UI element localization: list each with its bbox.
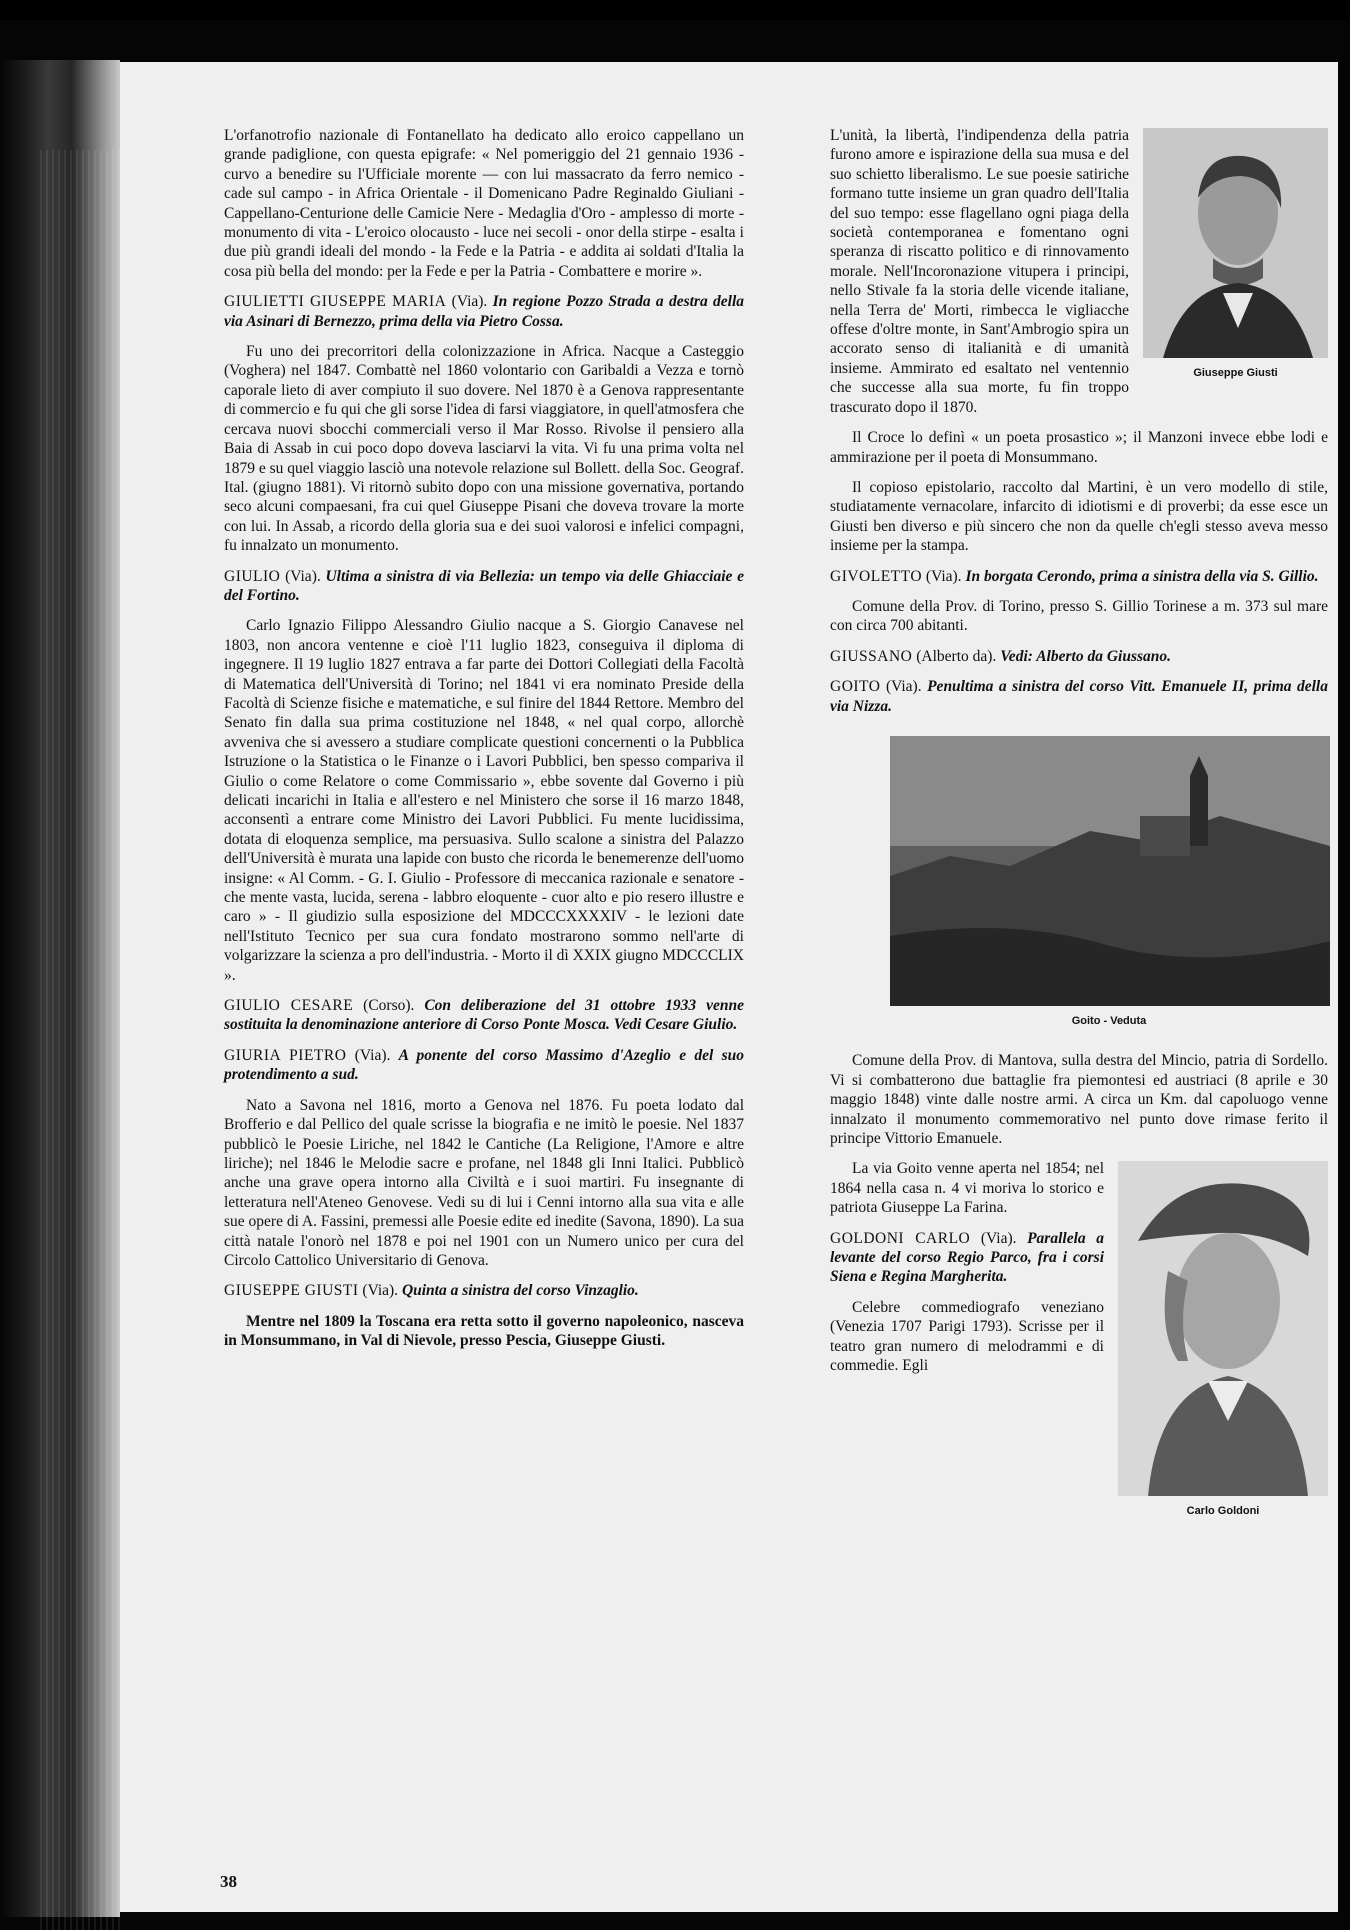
paragraph: Mentre nel 1809 la Toscana era retta sotto il governo napoleonico, nasceva in Monsummano, in Val di Nievole, presso Pescia, Giuseppe Giusti. [224, 1312, 744, 1350]
portrait-giusti-image [1143, 128, 1328, 358]
entry-givoletto [830, 567, 1328, 586]
book-spine-edge [0, 60, 120, 1917]
entry-giusti [224, 1281, 744, 1300]
entry-location: Con deliberazione del 31 ottobre 1933 venne sostituita la denominazione anteriore di Corso Ponte Mosca. Vedi Cesare Giulio. [224, 997, 744, 1034]
paragraph: Carlo Ignazio Filippo Alessandro Giulio nacque a S. Giorgio Canavese nel 1803, non ancora ventenne e cioè l'11 luglio 1823, conseguiva il diploma di ingegnere. Il 19 luglio 1827 entrava a far parte dei Dottori Collegiati della Facoltà di Matematica dell'Università di Torino; nel 1841 vi era nominato Preside della Facoltà di Scienze fisiche e matematiche, e sul finire del 1844 Rettore. Membro del Senato fin dalla sua prima costituzione nel 1848, « nel qual corpo, allorchè avveniva che si avessero a studiare complicate questioni concernenti o la Pubblica Istruzione o la Statistica o le Finanze o i Lavori Pubblici, ben spesso compariva il Giulio o come Relatore o come Commissario », ebbe sovente dal Governo i più delicati incarichi in Italia e all'estero e nel Ministero che sorse il 16 marzo 1848, acconsentì a entrare come Ministro dei Lavori Pubblici. Fu mente lucidissima, dotata di eloquenza semplice, ma persuasiva. Sullo scalone a sinistra del Palazzo dell'Università è murata una lapide con busto che ricorda le benemerenze dell'uomo insigne: « Al Comm. - G. I. Giulio - Professore di meccanica razionale e senatore - che mente vasta, lucida, serena - labbro eloquente - cuor alto e pio resero illustre e caro » - Il giudizio sulla esposizione del MDCCCXXXXIV - le lezioni date nell'Istituto Tecnico per sua cura fondato mostrarono sommo nell'arte di volgarizzare la scienza a pro dell'industria. - Morto il dì XXIX giugno MDCCCLIX ». [224, 617, 744, 984]
entry-heading: GIUSEPPE GIUSTI [224, 1282, 359, 1300]
entry-heading: GIUSSANO [830, 647, 913, 665]
paragraph: Il copioso epistolario, raccolto dal Martini, è un vero modello di stile, studiatamente vernacolare, infarcito di idiotismi e di proverbi; da esse esce un Giusti ben diverso e più sincero che non da quelle ch'egli stesso aveva messo insieme per la stampa. [830, 478, 1328, 555]
entry-location: In borgata Cerondo, prima a sinistra della via S. Gillio. [965, 567, 1319, 585]
entry-type: (Via). [358, 1282, 402, 1300]
entry-goito [830, 677, 1328, 716]
paragraph: Il Croce lo definì « un poeta prosastico »; il Manzoni invece ebbe lodi e ammirazione per il poeta di Monsummano. [830, 429, 1328, 466]
entry-type: (Via). [922, 567, 966, 585]
book-page [120, 62, 1338, 1912]
photo-goito-view [890, 736, 1330, 1006]
page-number: 38 [220, 1872, 237, 1891]
entry-location: Parallela a levante del corso Regio Parco, fra i corsi Siena e Regina Margherita. [830, 1229, 1104, 1286]
entry-heading: GOLDONI CARLO [830, 1229, 971, 1247]
caption-goito: Goito - Veduta [1071, 1014, 1147, 1027]
entry-heading: GIURIA PIETRO [224, 1046, 347, 1064]
entry-type: (Via). [346, 1046, 399, 1064]
entry-location: A ponente del corso Massimo d'Azeglio e del suo protendimento a sud. [224, 1046, 745, 1084]
figure-goito [890, 736, 1328, 1031]
entry-heading: GOITO [830, 678, 881, 696]
entry-type: (Via). [880, 678, 928, 696]
entry-location: Penultima a sinistra del corso Vitt. Emanuele II, prima della via Nizza. [830, 678, 1328, 715]
entry-type: (Via). [280, 567, 326, 585]
entry-giulietti [224, 292, 744, 331]
entry-heading: GIULIETTI GIUSEPPE MARIA [224, 293, 447, 311]
caption-goldoni: Carlo Goldoni [1186, 1505, 1260, 1518]
portrait-goldoni-image [1118, 1161, 1328, 1496]
entry-giulio-cesare [224, 996, 744, 1035]
page-edges [40, 150, 120, 1930]
scan-top-border [0, 0, 1350, 20]
entry-type: (Via). [446, 293, 493, 311]
paragraph: Comune della Prov. di Mantova, sulla destra del Mincio, patria di Sordello. Vi si combatterono due battaglie fra piemontesi ed austriaci (8 aprile e 30 maggio 1848) vinte dalle nostre armi. A circa un Km. dal capoluogo venne innalzato il monumento commemorativo nel punto dove rimase ferito il principe Vittorio Emanuele. [830, 1052, 1328, 1147]
paragraph: Comune della Prov. di Torino, presso S. Gillio Torinese a m. 373 sul mare con circa 700 abitanti. [830, 597, 1328, 635]
paragraph: Fu uno dei precorritori della colonizzazione in Africa. Nacque a Casteggio (Voghera) nel 1847. Combattè nel 1860 volontario con Garibaldi a Vezza e tornò caporale lieto di aver compiuto il suo dovere. Nel 1870 è a Genova rappresentante di commercio e fu qui che gli sorse l'idea di farsi viaggiatore, in quell'atmosfera che cercava nuovi sbocchi commerciali verso il Mar Rosso. Rivolse il pensiero alla Baia di Assab in cui poco dopo doveva lasciarvi la vita. Vi fu una prima volta nel 1879 e su quel viaggio lasciò una notevole relazione sul Bollett. della Soc. Geograf. Ital. (giugno 1881). Vi ritornò subito dopo con una missione governativa, portando seco alcuni compaesani, fra cui quel Giuseppe Pisani che doveva trovare la morte con lui. In Assab, a ricordo della gloria sua e dei suoi valorosi e infelici compagni, fu innalzato un monumento. [224, 343, 744, 555]
caption-giusti: Giuseppe Giusti [1193, 367, 1278, 379]
paragraph: Nato a Savona nel 1816, morto a Genova nel 1876. Fu poeta lodato dal Brofferio e dal Pellico del quale scrisse la biografia e ne imitò le poesie. Nel 1837 pubblicò le Poesie Liriche, nel 1842 le Cantiche (La Religione, l'Amore e altre liriche); nel 1846 le Melodie sacre e profane, nel 1848 gli Inni Italici. Pubblicò anche una grave opera intorno alla Civiltà e i suoi martiri. Fu insegnante di letteratura nell'Ateneo Genovese. Vedi su di lui i Cenni intorno alla sua vita e alle sue opere di A. Fassini, premessi alle Poesie edite ed inedite (Savona, 1890). La sua città natale l'onorò nel 1878 e poi nel 1901 con un Numero unico per cura del Circolo Cattolico Universitario di Genova. [224, 1096, 744, 1269]
paragraph: L'unità, la libertà, l'indipendenza della patria furono amore e ispirazione della sua musa e del suo schietto liberalismo. Le sue poesie satiriche formano tutte insieme un gran quadro dell'Italia del suo tempo: esse flagellano ogni piaga della società contemporanea e fomentano ogni speranza di riscatto politico e di rinnovamento morale. Nell'Incoronazione vitupera i principi, nello Stivale fa la storia delle vicende italiane, nella Terra de' Morti, rimbecca le vigliacche offese d'oltre monte, in Sant'Ambrogio spira un accorato senso di italianità e di umanità insieme. Ammirato ed esaltato nel ventennio che successe alla sua morte, fu fin troppo trascurato dopo il 1870. [830, 127, 1129, 416]
entry-heading: GIVOLETTO [830, 567, 923, 585]
entry-location: Vedi: Alberto da Giussano. [1000, 647, 1171, 665]
entry-heading: GIULIO CESARE [224, 997, 354, 1015]
paragraph: Celebre commediografo veneziano (Venezia 1707 Parigi 1793). Scrisse per il teatro gran numero di melodrammi e di commedie. Egli [830, 1298, 1104, 1375]
figure-goldoni [1118, 1161, 1328, 1521]
entry-type: (Alberto da). [912, 647, 1001, 665]
entry-giulio [224, 567, 744, 606]
portrait-giusti-drawing [1143, 128, 1328, 358]
entry-giussano [830, 647, 1328, 666]
paragraph: L'orfanotrofio nazionale di Fontanellato ha dedicato allo eroico cappellano un grande padiglione, con questa epigrafe: « Nel pomeriggio del 21 gennaio 1936 - curvo a benedire su l'Ufficiale morente — con lui massacrato da ferro nemico - cade sul campo - in Africa Orientale - il Domenicano Padre Reginaldo Giuliani - Cappellano-Centurione delle Camicie Nere - Medaglia d'Oro - amplesso di morte - monumento di vita - L'eroico olocausto - luce nei secoli - onor della stirpe - esalta i due più grandi ideali del mondo - la Fede e la Patria - e addita ai soldati d'Italia la cosa più bella del mondo: per la Fede e per la Patria - Combattere e morire ». [224, 127, 744, 280]
entry-type: (Corso). [353, 997, 425, 1015]
entry-location: In regione Pozzo Strada a destra della via Asinari di Bernezzo, prima della via Pietro Cossa. [224, 293, 744, 330]
entry-location: Ultima a sinistra di via Bellezia: un tempo via delle Ghiacciaie e del Fortino. [224, 567, 744, 604]
entry-giuria [224, 1046, 744, 1085]
right-column [830, 126, 1328, 1528]
entry-type: (Via). [970, 1229, 1028, 1247]
paragraph: La via Goito venne aperta nel 1854; nel 1864 nella casa n. 4 vi moriva lo storico e patriota Giuseppe La Farina. [830, 1160, 1104, 1217]
entry-location: Quinta a sinistra del corso Vinzaglio. [401, 1282, 639, 1300]
entry-heading: GIULIO [224, 567, 281, 585]
left-column [224, 126, 744, 1362]
photo-goito-drawing [890, 736, 1330, 1006]
portrait-goldoni-drawing [1118, 1161, 1328, 1496]
figure-giusti [1143, 128, 1328, 383]
